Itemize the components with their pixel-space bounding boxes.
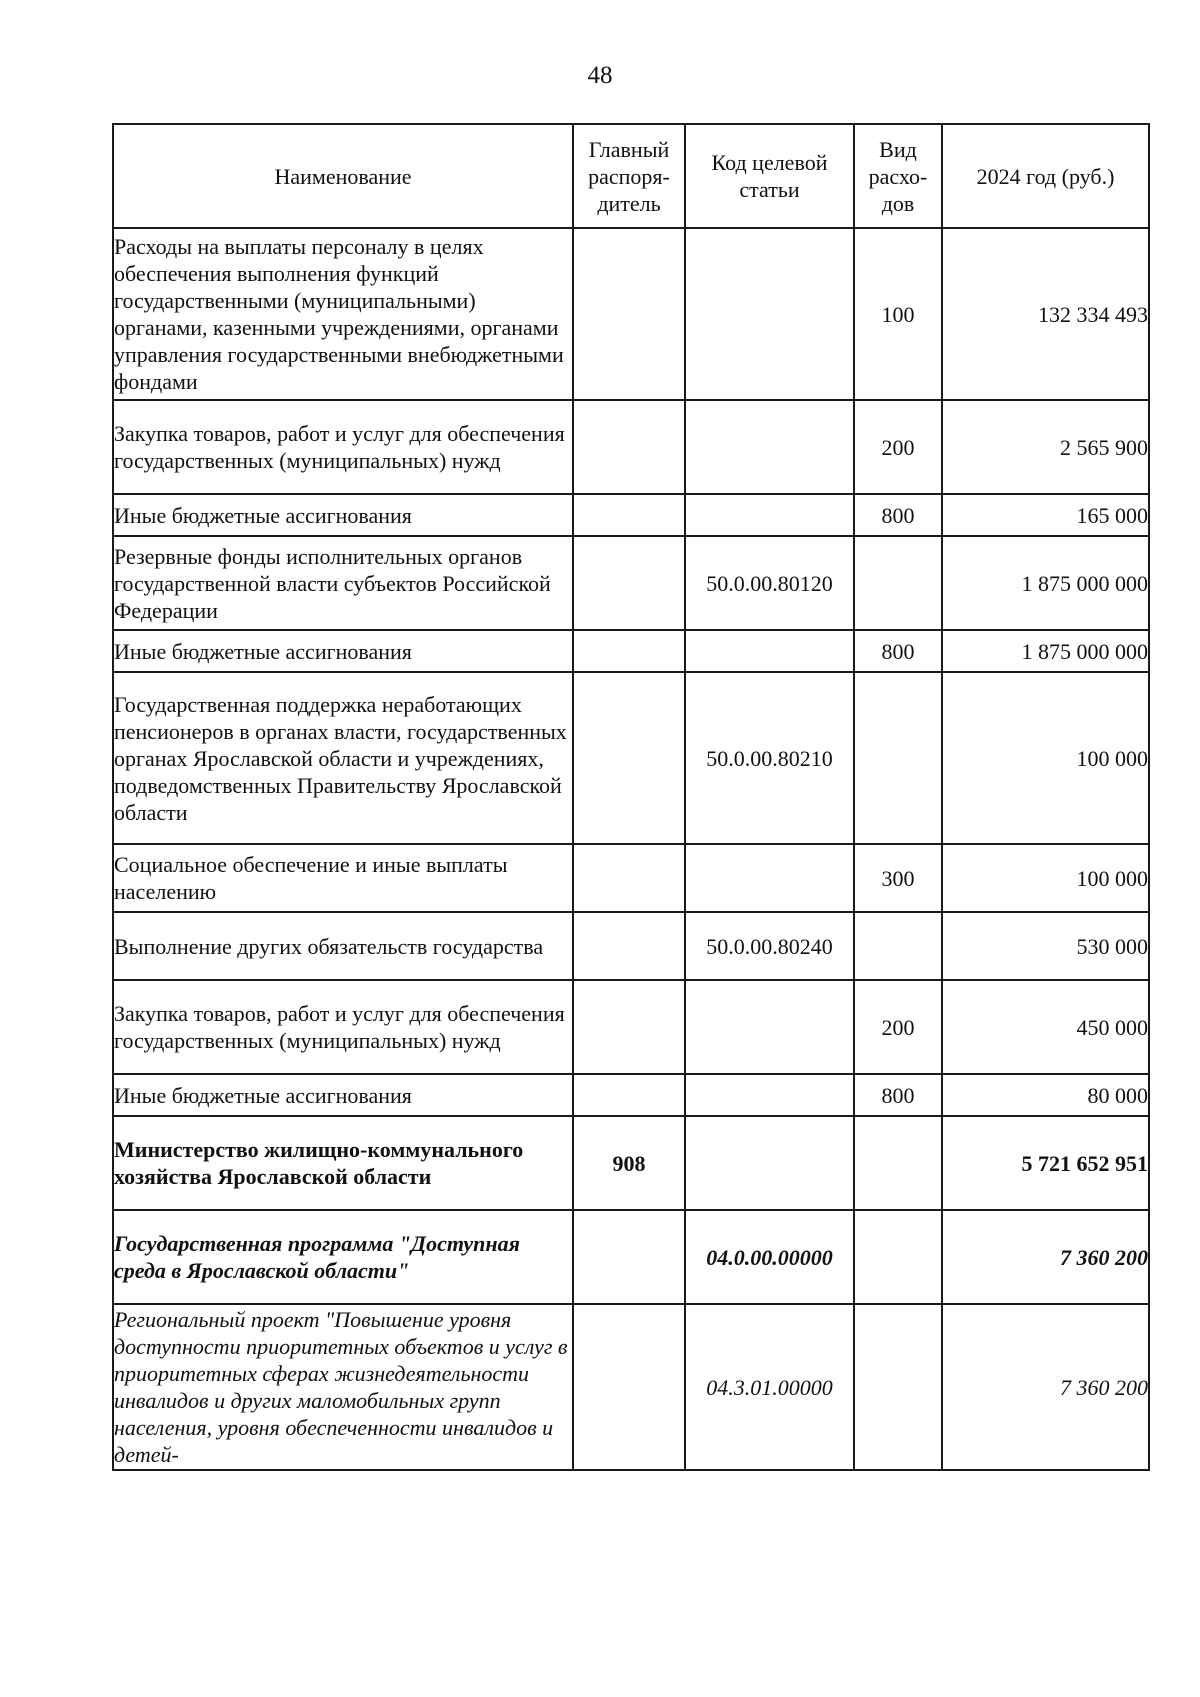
row-expense-type [854,536,942,630]
row-expense-type [854,1304,942,1470]
row-expense-type: 800 [854,1074,942,1116]
row-target-code [685,630,854,672]
row-administrator [573,228,685,400]
row-name: Закупка товаров, работ и услуг для обеспечения государственных (муниципальных) нужд [113,400,573,494]
row-name: Иные бюджетные ассигнования [113,630,573,672]
row-administrator [573,980,685,1074]
page-number: 48 [587,62,613,89]
table-row [113,912,1149,980]
row-amount: 7 360 200 [942,1304,1149,1470]
row-name: Государственная поддержка неработающих пенсионеров в органах власти, государственных органах Ярославской области и учреждениях, подведомственных Правительству Ярославской области [113,672,573,844]
table-row [113,1304,1149,1470]
row-name: Социальное обеспечение и иные выплаты населению [113,844,573,912]
row-expense-type [854,912,942,980]
row-target-code: 50.0.00.80210 [685,672,854,844]
row-amount: 1 875 000 000 [942,536,1149,630]
row-target-code [685,1074,854,1116]
row-amount: 5 721 652 951 [942,1116,1149,1210]
budget-table [112,123,1150,1471]
header-administrator: Главный распоря- дитель [573,124,685,228]
row-amount: 165 000 [942,494,1149,536]
table-row [113,536,1149,630]
row-name: Расходы на выплаты персоналу в целях обеспечения выполнения функций государственными (муниципальными) органами, казенными учреждениями, органами управления государственными внебюджетными фондами [113,228,573,400]
row-amount: 100 000 [942,844,1149,912]
row-target-code [685,494,854,536]
row-name: Выполнение других обязательств государства [113,912,573,980]
row-target-code: 04.3.01.00000 [685,1304,854,1470]
table-row [113,400,1149,494]
row-amount: 1 875 000 000 [942,630,1149,672]
table-row [113,228,1149,400]
header-amount: 2024 год (руб.) [942,124,1149,228]
table-row [113,844,1149,912]
row-expense-type: 800 [854,494,942,536]
row-administrator [573,536,685,630]
row-target-code: 50.0.00.80120 [685,536,854,630]
table-row [113,1210,1149,1304]
row-name: Иные бюджетные ассигнования [113,1074,573,1116]
table-row [113,1116,1149,1210]
row-amount: 7 360 200 [942,1210,1149,1304]
row-administrator [573,1074,685,1116]
header-target-code: Код целевой статьи [685,124,854,228]
row-expense-type: 100 [854,228,942,400]
row-target-code [685,400,854,494]
row-target-code [685,844,854,912]
row-administrator [573,912,685,980]
row-name: Иные бюджетные ассигнования [113,494,573,536]
row-target-code [685,228,854,400]
header-name: Наименование [113,124,573,228]
table-row [113,980,1149,1074]
row-expense-type: 200 [854,980,942,1074]
table-body [113,228,1149,1470]
row-expense-type [854,1116,942,1210]
row-administrator [573,1210,685,1304]
row-name: Закупка товаров, работ и услуг для обеспечения государственных (муниципальных) нужд [113,980,573,1074]
row-administrator [573,844,685,912]
row-expense-type [854,1210,942,1304]
row-administrator [573,494,685,536]
row-administrator [573,672,685,844]
row-name: Региональный проект "Повышение уровня доступности приоритетных объектов и услуг в приоритетных сферах жизнедеятельности инвалидов и других маломобильных групп населения, уровня обеспеченности инвалидов и детей- [113,1304,573,1470]
header-expense-type: Вид расхо- дов [854,124,942,228]
row-name: Государственная программа "Доступная среда в Ярославской области" [113,1210,573,1304]
row-administrator: 908 [573,1116,685,1210]
row-target-code [685,1116,854,1210]
row-name: Министерство жилищно-коммунального хозяйства Ярославской области [113,1116,573,1210]
row-amount: 450 000 [942,980,1149,1074]
row-name: Резервные фонды исполнительных органов государственной власти субъектов Российской Федерации [113,536,573,630]
row-target-code: 50.0.00.80240 [685,912,854,980]
row-administrator [573,630,685,672]
row-amount: 100 000 [942,672,1149,844]
row-expense-type: 300 [854,844,942,912]
row-expense-type: 200 [854,400,942,494]
row-expense-type [854,672,942,844]
row-amount: 80 000 [942,1074,1149,1116]
table-row [113,494,1149,536]
row-target-code: 04.0.00.00000 [685,1210,854,1304]
table-row [113,630,1149,672]
row-amount: 2 565 900 [942,400,1149,494]
table-row [113,672,1149,844]
row-amount: 132 334 493 [942,228,1149,400]
row-administrator [573,1304,685,1470]
row-expense-type: 800 [854,630,942,672]
row-target-code [685,980,854,1074]
table-row [113,1074,1149,1116]
row-amount: 530 000 [942,912,1149,980]
table-header-row [113,124,1149,228]
row-administrator [573,400,685,494]
